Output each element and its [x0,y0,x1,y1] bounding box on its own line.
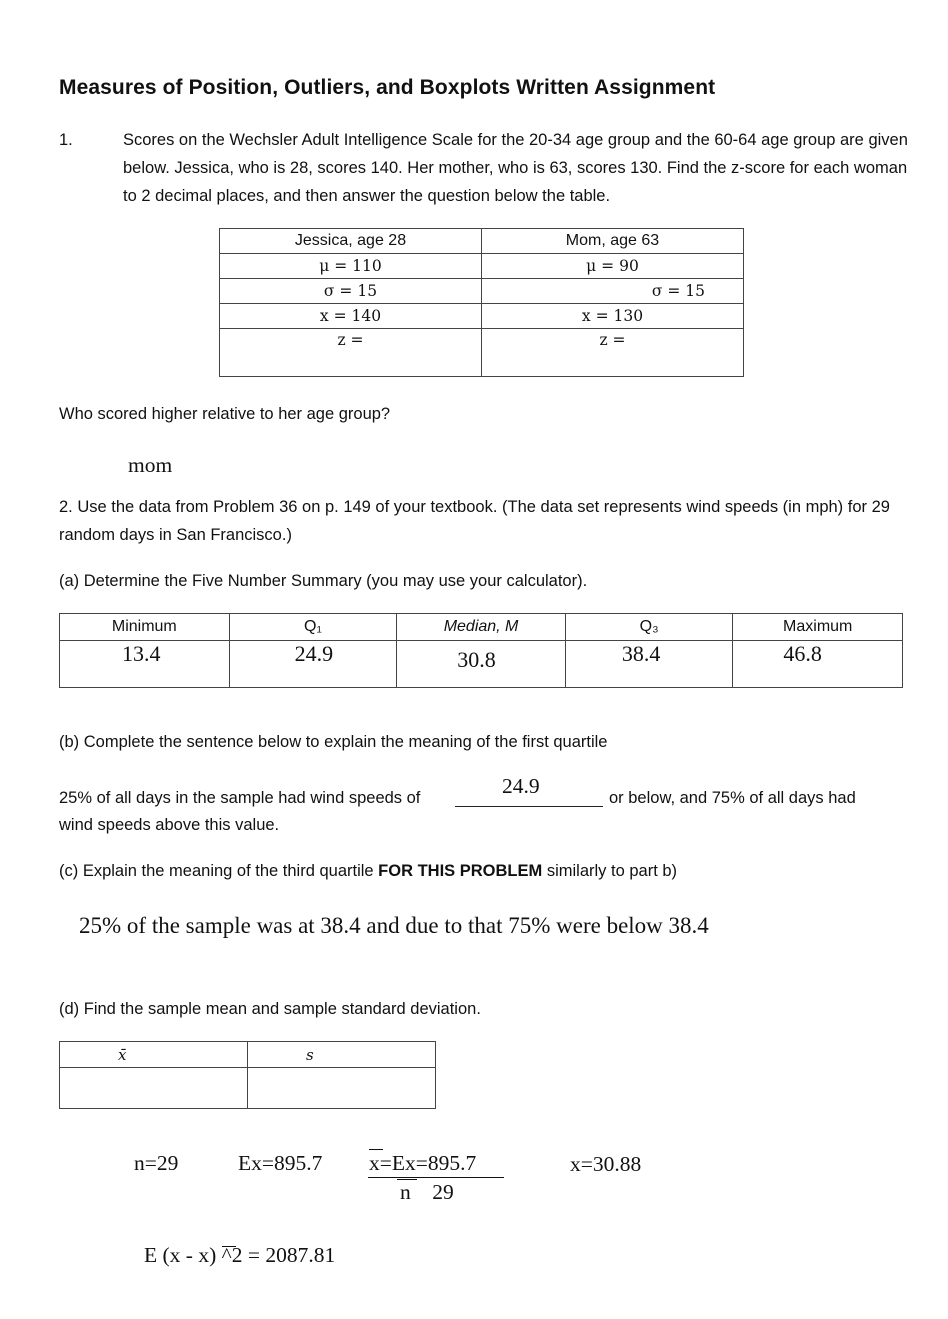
part-d-prompt: (d) Find the sample mean and sample standard deviation. [59,1000,481,1018]
jessica-score: x = 140 [220,304,482,329]
mom-z-cell[interactable]: z = [482,329,744,377]
value-median[interactable]: 30.8 [397,641,566,688]
header-sample-mean: x̄ [60,1042,248,1068]
value-maximum[interactable]: 46.8 [733,641,903,688]
part-b-sentence-end: or below, and 75% of all days had [609,789,856,807]
part-b-prompt: (b) Complete the sentence below to explain the meaning of the first quartile [59,733,608,751]
value-q3[interactable]: 38.4 [565,641,733,688]
part-c-answer: 25% of the sample was at 38.4 and due to that 75% were below 38.4 [79,913,709,938]
header-q3: Q₃ [565,614,733,641]
question-1-number: 1. [59,131,73,149]
part-b-sentence-line2: wind speeds above this value. [59,816,280,834]
question-1-followup: Who scored higher relative to her age group? [59,405,391,423]
question-1-text: Scores on the Wechsler Adult Intelligence Scale for the 20-34 age group and the 60-64 age group are given below. Jessica, who is 28, scores 140. Her mother, who is 63, scores 130. Find the z-score for each woman to 2 decimal places, and then answer the question below the table. [123,131,908,205]
header-maximum: Maximum [733,614,903,641]
question-1-answer: mom [128,453,173,477]
mom-sd: σ = 15 [482,279,744,304]
mom-header: Mom, age 63 [482,229,744,254]
mom-mean: μ = 90 [482,254,744,279]
work-n: n=29 [134,1151,179,1175]
page-title: Measures of Position, Outliers, and Boxplots Written Assignment [59,76,716,99]
work-mean-result: x=30.88 [570,1152,642,1176]
work-sum-of-squares: E (x - x) ^2 = 2087.81 [144,1243,336,1267]
jessica-sd: σ = 15 [220,279,482,304]
question-2-intro: 2. Use the data from Problem 36 on p. 149 of your textbook. (The data set represents wind speeds (in mph) for 29 random days in San Francisco.) [59,498,890,544]
value-q1[interactable]: 24.9 [229,641,397,688]
part-a-prompt: (a) Determine the Five Number Summary (you may use your calculator). [59,572,588,590]
work-sum: Ex=895.7 [238,1151,323,1175]
jessica-header: Jessica, age 28 [220,229,482,254]
sample-sd-cell[interactable] [248,1068,436,1109]
header-sample-sd: s [248,1042,436,1068]
z-score-table [219,228,744,377]
part-c-prompt: (c) Explain the meaning of the third quartile FOR THIS PROBLEM similarly to part b) [59,862,678,880]
jessica-mean: μ = 110 [220,254,482,279]
mean-sd-table [59,1041,436,1109]
work-denominator-mark [397,1179,417,1180]
work-formula-numerator: x=Ex=895.7 [369,1151,477,1175]
header-q1: Q₁ [229,614,397,641]
part-b-answer: 24.9 [502,774,540,798]
value-minimum[interactable]: 13.4 [60,641,230,688]
header-median: Median, M [397,614,566,641]
work-formula-denominator: n 29 [400,1180,454,1204]
mom-score: x = 130 [482,304,744,329]
part-b-sentence-start: 25% of all days in the sample had wind speeds of [59,789,421,807]
jessica-z-cell[interactable]: z = [220,329,482,377]
sample-mean-cell[interactable] [60,1068,248,1109]
header-minimum: Minimum [60,614,230,641]
five-number-summary-table [59,613,903,688]
work-fraction-bar [368,1177,504,1178]
